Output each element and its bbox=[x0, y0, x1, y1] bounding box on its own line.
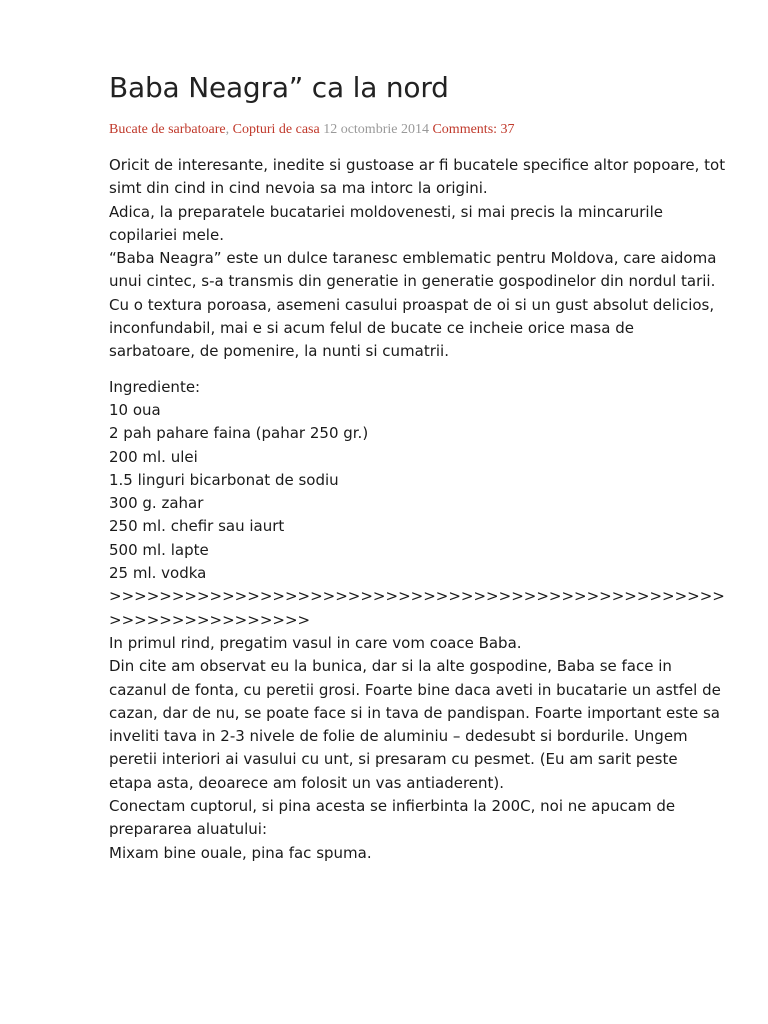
comments-link[interactable]: Comments: 37 bbox=[432, 122, 515, 137]
article-title: Baba Neagra” ca la nord bbox=[109, 71, 449, 104]
recipe-line: inveliti tava in 2-3 nivele de folie de aluminiu – dedesubt si bordurile. Ungem bbox=[109, 727, 688, 746]
article-meta bbox=[109, 121, 729, 139]
recipe-line: 200 ml. ulei bbox=[109, 447, 198, 466]
recipe-line: cazanul de fonta, cu peretii grosi. Foarte bine daca aveti in bucatarie un astfel de bbox=[109, 680, 721, 699]
recipe-line: prepararea aluatului: bbox=[109, 820, 268, 839]
meta-separator: , bbox=[225, 122, 230, 137]
intro-line: Cu o textura poroasa, asemeni casului proaspat de oi si un gust absolut delicios, bbox=[109, 295, 715, 314]
recipe-line: peretii interiori ai vasului cu unt, si presaram cu pesmet. (Eu am sarit peste bbox=[109, 750, 678, 769]
recipe-line: 250 ml. chefir sau iaurt bbox=[109, 517, 285, 536]
recipe-line: In primul rind, pregatim vasul in care vom coace Baba. bbox=[109, 633, 522, 652]
article-body bbox=[109, 154, 729, 865]
recipe-line: cazan, dar de nu, se poate face si in tava de pandispan. Foarte important este sa bbox=[109, 703, 720, 722]
intro-line: simt din cind in cind nevoia sa ma intorc la origini. bbox=[109, 179, 488, 198]
intro-line: sarbatoare, de pomenire, la nunti si cumatrii. bbox=[109, 342, 449, 361]
intro-line: copilariei mele. bbox=[109, 225, 224, 244]
intro-line: Adica, la preparatele bucatariei moldovenesti, si mai precis la mincarurile bbox=[109, 202, 663, 221]
category-link-sarbatoare[interactable]: Bucate de sarbatoare bbox=[109, 122, 226, 137]
intro-line: Oricit de interesante, inedite si gustoase ar fi bucatele specifice altor popoare, tot bbox=[109, 156, 726, 174]
intro-line: unui cintec, s-a transmis din generatie in generatie gospodinelor din nordul tarii. bbox=[109, 272, 716, 291]
recipe-line: 25 ml. vodka bbox=[109, 564, 207, 583]
recipe-line: 300 g. zahar bbox=[109, 494, 204, 513]
article bbox=[109, 68, 729, 865]
recipe-line: Ingrediente: bbox=[109, 377, 201, 396]
recipe-line: >>>>>>>>>>>>>>>>>>>>>>>>>>>>>>>>>>>>>>>>>>>>>>>>> bbox=[109, 587, 725, 606]
recipe-line: 500 ml. lapte bbox=[109, 540, 209, 559]
recipe-line: >>>>>>>>>>>>>>>> bbox=[109, 610, 311, 629]
intro-paragraph bbox=[109, 154, 729, 364]
intro-line: “Baba Neagra” este un dulce taranesc emblematic pentru Moldova, care aidoma bbox=[109, 249, 717, 268]
recipe-line: Din cite am observat eu la bunica, dar si la alte gospodine, Baba se face in bbox=[109, 657, 672, 676]
intro-line: inconfundabil, mai e si acum felul de bucate ce incheie orice masa de bbox=[109, 319, 634, 338]
recipe-line: 1.5 linguri bicarbonat de sodiu bbox=[109, 470, 339, 489]
post-date: 12 octombrie 2014 bbox=[323, 122, 429, 137]
category-link-copturi[interactable]: Copturi de casa bbox=[232, 122, 320, 137]
recipe-line: 2 pah pahare faina (pahar 250 gr.) bbox=[109, 424, 369, 443]
recipe-line: Mixam bine ouale, pina fac spuma. bbox=[109, 843, 372, 862]
recipe-line: 10 oua bbox=[109, 400, 161, 419]
recipe-section bbox=[109, 376, 729, 865]
recipe-line: etapa asta, deoarece am folosit un vas antiaderent). bbox=[109, 773, 505, 792]
recipe-line: Conectam cuptorul, si pina acesta se infierbinta la 200C, noi ne apucam de bbox=[109, 797, 676, 816]
